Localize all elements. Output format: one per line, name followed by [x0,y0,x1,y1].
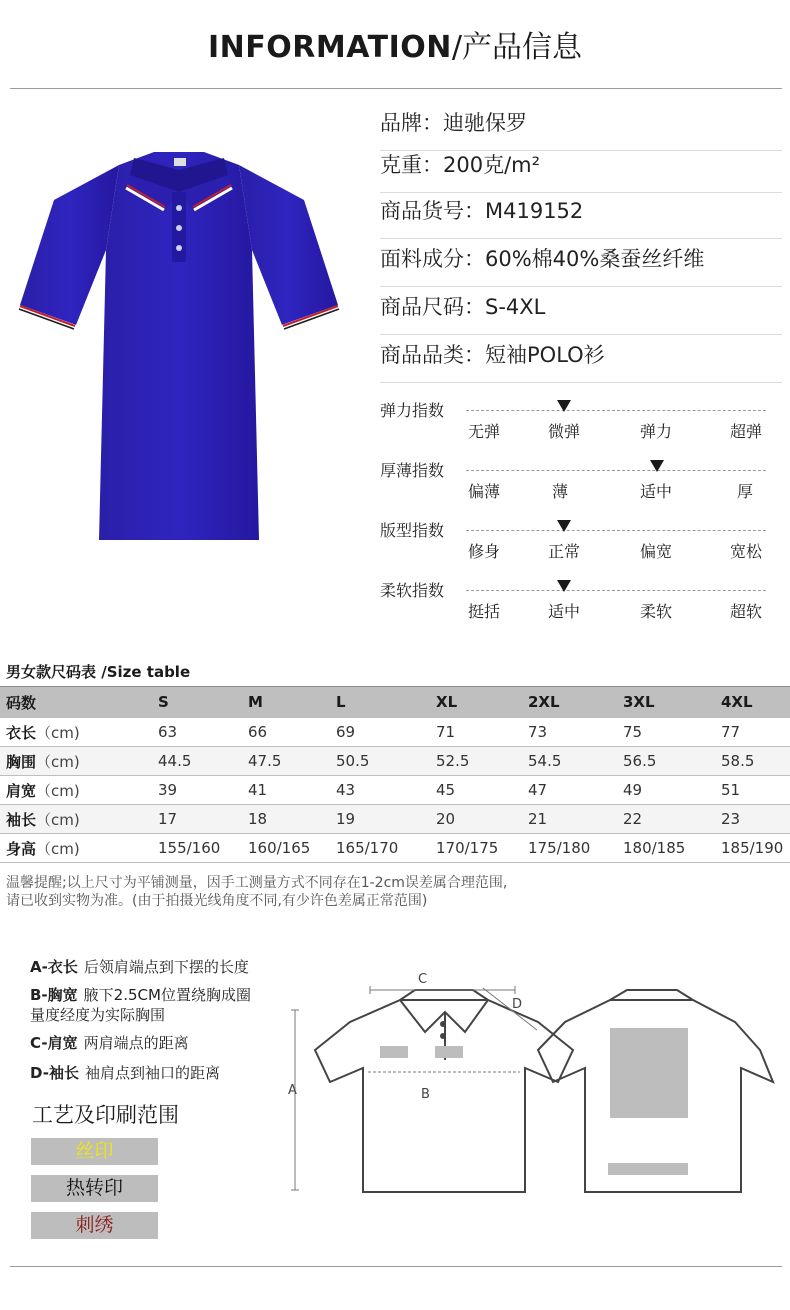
index-label: 弹力指数 [380,401,445,420]
tip-line: 请已收到实物为准。(由于拍摄光线角度不同,有少许色差属正常范围) [6,893,428,909]
footer-divider [10,1266,782,1267]
process-title: 工艺及印刷范围 [32,1103,179,1127]
page-title [0,28,790,68]
product-image [14,130,344,550]
table-cell: 56.5 [623,747,721,776]
table-cell: 175/180 [528,834,623,863]
index-option: 挺括 [468,602,501,621]
size-table-header-row [0,687,790,718]
polo-shirt-illustration [14,130,344,550]
index-selected-marker-icon [557,400,571,412]
diagram-label-b: B [421,1087,430,1102]
row-label-text: 肩宽 [6,781,37,800]
table-cell: 45 [436,776,528,805]
measurement-tip [6,874,788,910]
table-row [0,747,790,776]
diagram-label-a: A [288,1083,297,1098]
column-header: S [158,687,248,718]
diagram-label-d: D [512,997,523,1012]
table-cell: 44.5 [158,747,248,776]
row-unit: （cm) [36,839,80,858]
measure-key: A-衣长 [30,958,78,976]
process-label: 刺绣 [75,1214,114,1236]
row-label-text: 衣长 [6,723,37,742]
table-cell: 49 [623,776,721,805]
tip-line: 温馨提醒;以上尺寸为平铺测量，因手工测量方式不同存在1-2cm误差属合理范围, [6,875,508,891]
process-heat-transfer [31,1175,158,1202]
table-cell: 77 [721,718,790,747]
page-title-cn: /产品信息 [451,30,582,65]
column-header: 码数 [0,687,158,718]
index-option: 宽松 [730,542,763,561]
table-cell: 21 [528,805,623,834]
measure-text: 后领肩端点到下摆的长度 [83,958,249,976]
size-table-title: 男女款尺码表 /Size table [6,663,191,681]
diagram-label-c: C [418,972,428,987]
table-cell: 180/185 [623,834,721,863]
index-option: 无弹 [468,422,501,441]
index-option: 弹力 [640,422,673,441]
table-cell: 170/175 [436,834,528,863]
index-option: 柔软 [640,602,673,621]
measure-text: 两肩端点的距离 [83,1034,189,1052]
index-scale-line [466,470,766,471]
table-cell: 43 [336,776,436,805]
index-label: 柔软指数 [380,581,445,600]
measure-def-shoulder [30,1033,189,1053]
index-thickness [380,460,770,518]
table-cell: 20 [436,805,528,834]
index-selected-marker-icon [557,580,571,592]
table-cell: 51 [721,776,790,805]
table-cell: 75 [623,718,721,747]
index-option: 偏薄 [468,482,501,501]
spec-weight: 克重：200克/m² [380,146,782,193]
row-unit: （cm) [36,752,80,771]
table-cell: 47 [528,776,623,805]
index-label: 厚薄指数 [380,461,445,480]
index-option: 适中 [548,602,581,621]
table-cell: 66 [248,718,336,747]
process-label: 热转印 [65,1177,123,1199]
index-scale-line [466,530,766,531]
spec-brand: 品牌：迪驰保罗 [380,104,782,151]
index-option: 超弹 [730,422,763,441]
column-header: 3XL [623,687,721,718]
measure-key: C-肩宽 [30,1034,78,1052]
table-cell: 73 [528,718,623,747]
spec-sku: 商品货号：M419152 [380,192,782,239]
row-label [0,747,158,776]
row-label [0,776,158,805]
page-title-en: INFORMATION [208,30,452,65]
measure-def-length [30,957,249,977]
index-option: 修身 [468,542,501,561]
table-cell: 71 [436,718,528,747]
column-header: XL [436,687,528,718]
row-label-text: 胸围 [6,752,37,771]
table-cell: 52.5 [436,747,528,776]
index-option: 偏宽 [640,542,673,561]
measure-text: 量度经度为实际胸围 [30,1006,166,1024]
row-label [0,805,158,834]
measure-def-sleeve [30,1063,220,1083]
table-cell: 185/190 [721,834,790,863]
table-cell: 17 [158,805,248,834]
index-option: 正常 [548,542,581,561]
process-embroidery [31,1212,158,1239]
row-unit: （cm) [36,723,80,742]
shirt-measure-diagram [275,960,775,1200]
table-cell: 69 [336,718,436,747]
table-cell: 39 [158,776,248,805]
row-label [0,834,158,863]
table-cell: 23 [721,805,790,834]
header-divider [10,88,782,89]
process-screen-print [31,1138,158,1165]
table-row [0,805,790,834]
measure-text: 腋下2.5CM位置绕胸成圈 [83,986,251,1004]
table-cell: 41 [248,776,336,805]
table-cell: 47.5 [248,747,336,776]
index-option: 超软 [730,602,763,621]
index-scale-line [466,410,766,411]
table-cell: 19 [336,805,436,834]
table-cell: 22 [623,805,721,834]
measure-key: D-袖长 [30,1064,79,1082]
column-header: M [248,687,336,718]
table-cell: 54.5 [528,747,623,776]
index-selected-marker-icon [650,460,664,472]
row-unit: （cm) [36,810,80,829]
table-cell: 165/170 [336,834,436,863]
index-scale-line [466,590,766,591]
index-option: 微弹 [548,422,581,441]
spec-fabric: 面料成分：60%棉40%桑蚕丝纤维 [380,240,782,287]
index-fit [380,520,770,578]
table-row [0,776,790,805]
row-label-text: 袖长 [6,810,37,829]
column-header: L [336,687,436,718]
process-label: 丝印 [75,1140,114,1162]
measure-def-chest [30,985,251,1025]
row-label-text: 身高 [6,839,37,858]
measure-text: 袖肩点到袖口的距离 [84,1064,220,1082]
index-label: 版型指数 [380,521,445,540]
table-cell: 160/165 [248,834,336,863]
measurement-diagram [275,960,775,1200]
table-cell: 63 [158,718,248,747]
index-softness [380,580,770,638]
spec-category: 商品品类：短袖POLO衫 [380,336,782,383]
table-cell: 18 [248,805,336,834]
table-cell: 155/160 [158,834,248,863]
column-header: 2XL [528,687,623,718]
spec-size-range: 商品尺码：S-4XL [380,288,782,335]
table-cell: 50.5 [336,747,436,776]
column-header: 4XL [721,687,790,718]
measure-key: B-胸宽 [30,986,78,1004]
row-label [0,718,158,747]
index-option: 薄 [552,482,569,501]
table-row [0,718,790,747]
index-elasticity [380,400,770,458]
index-option: 厚 [737,482,754,501]
table-row [0,834,790,863]
size-table [0,686,790,863]
table-cell: 58.5 [721,747,790,776]
index-selected-marker-icon [557,520,571,532]
index-option: 适中 [640,482,673,501]
row-unit: （cm) [36,781,80,800]
